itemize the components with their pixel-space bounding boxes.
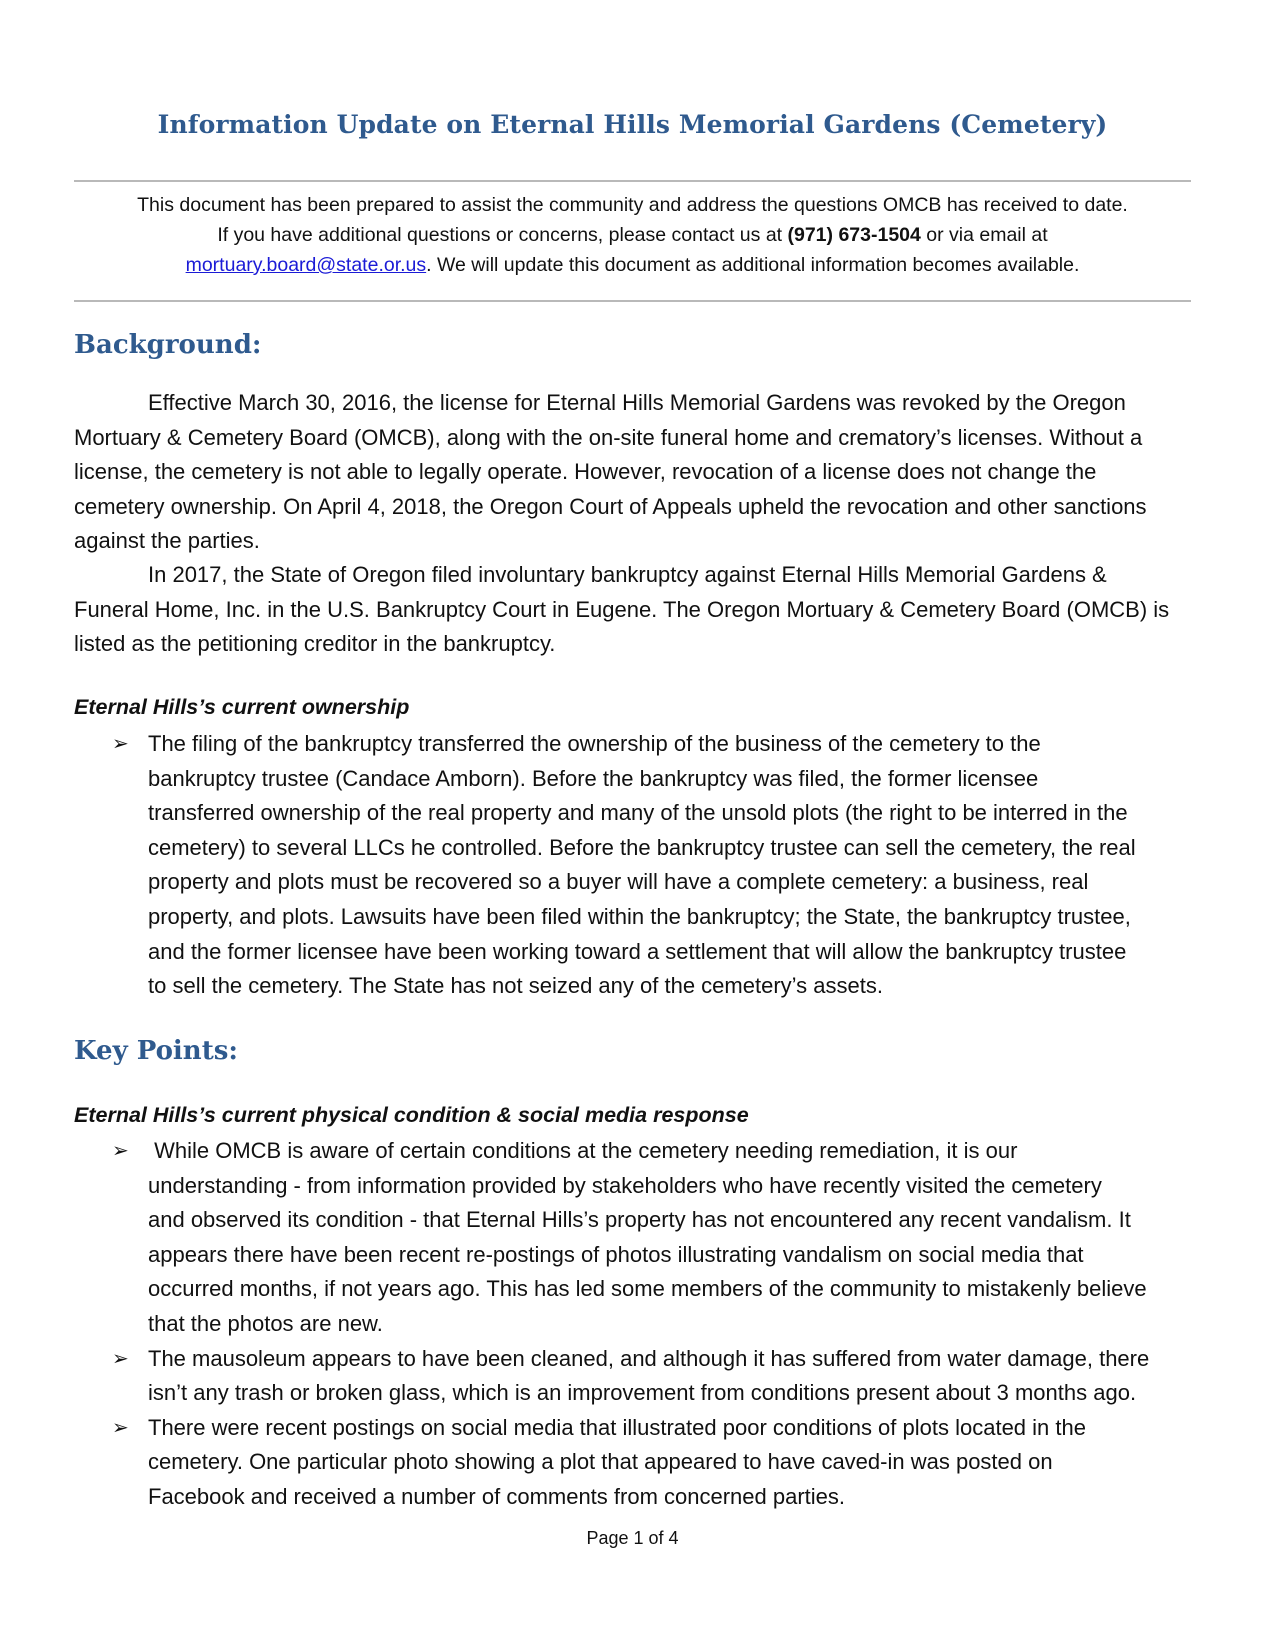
paragraph-line: cemetery ownership. On April 4, 2018, the Oregon Court of Appeals upheld the revocation and other sanctions — [74, 493, 1147, 519]
bullet-line: The mausoleum appears to have been cleaned, and although it has suffered from water damage, there — [148, 1345, 1150, 1371]
email-link[interactable]: mortuary.board@state.or.us — [185, 254, 427, 276]
intro-contact-text: If you have additional questions or concerns, please contact us at — [217, 224, 788, 246]
background-paragraph-1 — [74, 386, 1191, 559]
ownership-bullet-list — [74, 727, 1191, 1004]
bullet-line: and the former licensee have been working toward a settlement that will allow the bankruptcy trustee — [148, 938, 1127, 964]
top-divider — [74, 180, 1191, 182]
intro-line-2 — [74, 220, 1191, 250]
bullet-line: occurred months, if not years ago. This has led some members of the community to mistakenly believe — [148, 1276, 1147, 1302]
physical-condition-bullet-list — [74, 1134, 1191, 1515]
paragraph-line: In 2017, the State of Oregon filed involuntary bankruptcy against Eternal Hills Memorial Gardens & — [148, 562, 1107, 587]
paragraph-line: Mortuary & Cemetery Board (OMCB), along with the on-site funeral home and crematory’s licenses. Without a — [74, 424, 1143, 450]
background-paragraph-2 — [74, 558, 1191, 662]
bullet-line: isn’t any trash or broken glass, which is an improvement from conditions present about 3 months ago. — [148, 1380, 1137, 1406]
document-title: Information Update on Eternal Hills Memorial Gardens (Cemetery) — [157, 110, 1108, 139]
bullet-line: transferred ownership of the real property and many of the unsold plots (the right to be interred in the — [148, 800, 1128, 826]
bullet-arrow-icon: ➢ — [112, 733, 129, 755]
paragraph-line: Funeral Home, Inc. in the U.S. Bankruptcy Court in Eugene. The Oregon Mortuary & Cemetery Board (OMCB) is — [74, 596, 1170, 622]
bullet-line: There were recent postings on social media that illustrated poor conditions of plots located in the — [148, 1414, 1086, 1440]
intro-line-1: This document has been prepared to assist the community and address the questions OMCB has received to date. — [137, 194, 1128, 216]
paragraph-line: against the parties. — [74, 528, 260, 554]
bullet-line: While OMCB is aware of certain conditions at the cemetery needing remediation, it is our — [148, 1138, 1018, 1163]
page-number: Page 1 of 4 — [586, 1528, 679, 1548]
bullet-line: Facebook and received a number of comments from concerned parties. — [148, 1483, 846, 1509]
bullet-line: and observed its condition - that Eternal Hills’s property has not encountered any recent vandalism. It — [148, 1207, 1131, 1233]
bullet-line: that the photos are new. — [148, 1310, 383, 1336]
bullet-line: appears there have been recent re-postings of photos illustrating vandalism on social media that — [148, 1241, 1084, 1267]
bullet-line: understanding - from information provided by stakeholders who have recently visited the cemetery — [148, 1172, 1102, 1198]
intro-update-text: . We will update this document as additional information becomes available. — [426, 254, 1080, 276]
physical-condition-subheading: Eternal Hills’s current physical condition & social media response — [74, 1103, 749, 1127]
bullet-line: The filing of the bankruptcy transferred the ownership of the business of the cemetery to the — [148, 731, 1041, 756]
list-item — [74, 727, 1191, 1004]
bullet-line: cemetery) to several LLCs he controlled. Before the bankruptcy trustee can sell the cemetery, the real — [148, 834, 1136, 860]
paragraph-line: license, the cemetery is not able to legally operate. However, revocation of a license does not change the — [74, 459, 1097, 485]
bottom-divider — [74, 300, 1191, 302]
bullet-arrow-icon: ➢ — [112, 1416, 129, 1439]
list-item — [74, 1342, 1191, 1411]
background-heading: Background: — [74, 330, 262, 360]
intro-line-3 — [74, 250, 1191, 280]
bullet-line: cemetery. One particular photo showing a plot that appeared to have caved-in was posted on — [148, 1449, 1053, 1475]
bullet-arrow-icon: ➢ — [112, 1347, 129, 1370]
intro-email-prefix: or via email at — [920, 224, 1048, 246]
bullet-line: property, and plots. Lawsuits have been filed within the bankruptcy; the State, the bankruptcy trustee, — [148, 903, 1131, 929]
key-points-heading: Key Points: — [74, 1036, 238, 1066]
bullet-line: to sell the cemetery. The State has not seized any of the cemetery’s assets. — [148, 973, 883, 999]
list-item — [74, 1134, 1191, 1342]
bullet-arrow-icon: ➢ — [112, 1140, 129, 1162]
phone-number: (971) 673-1504 — [787, 224, 921, 246]
list-item — [74, 1411, 1191, 1515]
bullet-line: bankruptcy trustee (Candace Amborn). Before the bankruptcy was filed, the former licensee — [148, 765, 1039, 791]
paragraph-line: Effective March 30, 2016, the license for Eternal Hills Memorial Gardens was revoked by the Oregon — [148, 390, 1126, 415]
intro-notice — [74, 190, 1191, 280]
bullet-line: property and plots must be recovered so a buyer will have a complete cemetery: a business, real — [148, 869, 1089, 895]
ownership-subheading: Eternal Hills’s current ownership — [74, 695, 410, 719]
paragraph-line: listed as the petitioning creditor in the bankruptcy. — [74, 631, 556, 657]
